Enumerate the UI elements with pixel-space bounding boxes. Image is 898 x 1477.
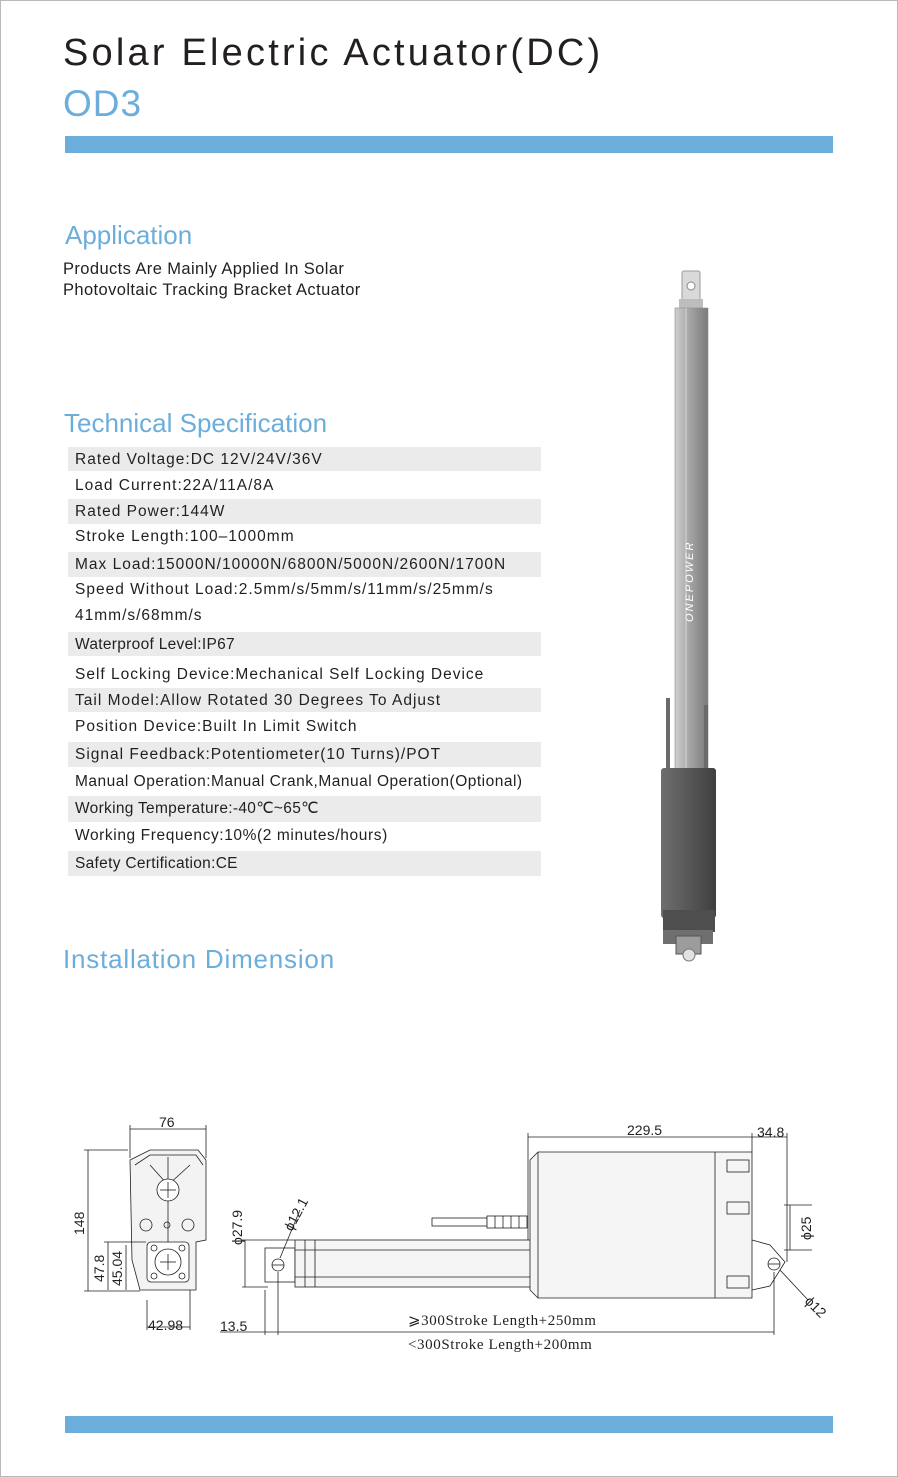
spec-rated-voltage: Rated Voltage:DC 12V/24V/36V	[75, 451, 323, 468]
spec-load-current: Load Current:22A/11A/8A	[75, 477, 275, 494]
spec-max-load: Max Load:15000N/10000N/6800N/5000N/2600N/1700N	[75, 556, 507, 573]
bottom-accent-bar	[65, 1416, 833, 1433]
application-line-1: Products Are Mainly Applied In Solar	[63, 260, 345, 278]
spec-rated-power: Rated Power:144W	[75, 503, 226, 520]
spec-stroke-length: Stroke Length:100–1000mm	[75, 528, 295, 545]
stroke-formula-short: <300Stroke Length+200mm	[408, 1337, 593, 1353]
spec-waterproof: Waterproof Level:IP67	[75, 636, 235, 653]
dim-rod-dia: ϕ27.9	[229, 1209, 245, 1245]
application-heading: Application	[65, 220, 193, 250]
spec-position-device: Position Device:Built In Limit Switch	[75, 718, 358, 735]
dim-offset: 13.5	[220, 1318, 248, 1334]
spec-speed-continued: 41mm/s/68mm/s	[75, 607, 203, 624]
spec-tail-model: Tail Model:Allow Rotated 30 Degrees To Adjust	[75, 692, 442, 709]
spec-heading: Technical Specification	[64, 408, 328, 438]
dim-height: 148	[71, 1211, 87, 1235]
spec-self-locking: Self Locking Device:Mechanical Self Locking Device	[75, 666, 485, 683]
dim-width: 76	[159, 1114, 175, 1130]
spec-signal-feedback: Signal Feedback:Potentiometer(10 Turns)/POT	[75, 746, 442, 763]
application-line-2: Photovoltaic Tracking Bracket Actuator	[63, 281, 361, 299]
dim-bottom: 42.98	[148, 1317, 184, 1333]
spec-working-temperature: Working Temperature:-40℃~65℃	[75, 800, 319, 817]
dim-body-length: 229.5	[627, 1122, 663, 1138]
spec-speed: Speed Without Load:2.5mm/s/5mm/s/11mm/s/25mm/s	[75, 581, 494, 598]
dim-d2: 45.04	[109, 1250, 125, 1286]
model-name: OD3	[63, 83, 143, 124]
brand-logo-text: ONEPOWER	[684, 540, 696, 622]
stroke-formula-long: ⩾300Stroke Length+250mm	[408, 1313, 597, 1329]
dim-rear-hole: ϕ12	[801, 1292, 830, 1321]
dim-front-hole: ϕ12.1	[280, 1194, 312, 1234]
spec-safety-certification: Safety Certification:CE	[75, 855, 238, 872]
end-view-drawing	[84, 1125, 206, 1330]
side-view-drawing	[220, 1133, 812, 1335]
dim-d1: 47.8	[91, 1254, 107, 1282]
dim-rear-dia: ϕ25	[798, 1216, 814, 1240]
installation-heading: Installation Dimension	[63, 944, 335, 974]
spec-manual-operation: Manual Operation:Manual Crank,Manual Operation(Optional)	[75, 773, 523, 790]
page-title: Solar Electric Actuator(DC)	[63, 32, 604, 74]
dim-rear: 34.8	[757, 1124, 785, 1140]
spec-working-frequency: Working Frequency:10%(2 minutes/hours)	[75, 827, 388, 844]
